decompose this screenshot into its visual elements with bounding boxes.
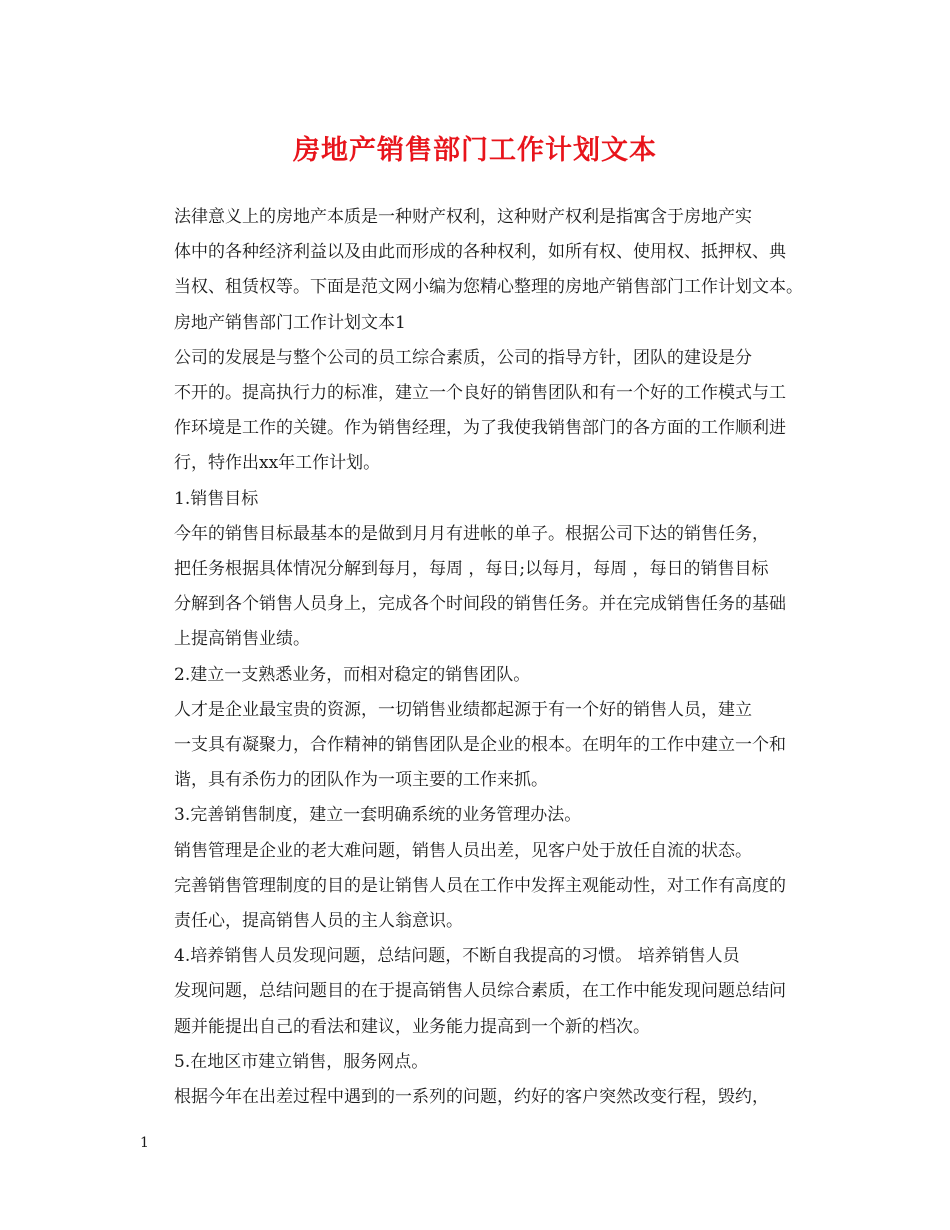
text-line: 当权、租赁权等。下面是范文网小编为您精心整理的房地产销售部门工作计划文本。 <box>174 277 803 298</box>
text-line: 5.在地区市建立销售，服务网点。 <box>174 1051 429 1072</box>
item-heading-3 <box>140 798 812 833</box>
text-line: 1.销售目标 <box>174 488 259 509</box>
item-heading-4 <box>140 939 812 1045</box>
text-line: 人才是企业最宝贵的资源，一切销售业绩都起源于有一个好的销售人员，建立 <box>174 699 752 720</box>
text-line: 把任务根据具体情况分解到每月，每周 ，每日;以每月，每周 ，每日的销售目标 <box>174 559 769 580</box>
text-line: 销售管理是企业的老大难问题，销售人员出差，见客户处于放任自流的状态。 <box>174 840 752 861</box>
text-line: 完善销售管理制度的目的是让销售人员在工作中发挥主观能动性，对工作有高度的 <box>174 875 786 896</box>
item-heading-1 <box>140 482 812 517</box>
paragraph-company-development <box>140 341 812 482</box>
text-line: 3.完善销售制度，建立一套明确系统的业务管理办法。 <box>174 805 582 826</box>
text-line: 发现问题，总结问题目的在于提高销售人员综合素质，在工作中能发现问题总结问 <box>174 981 786 1002</box>
text-line: 一支具有凝聚力，合作精神的销售团队是企业的根本。在明年的工作中建立一个和 <box>174 735 786 756</box>
text-line: 4.培养销售人员发现问题，总结问题，不断自我提高的习惯。 培养销售人员 <box>174 946 740 967</box>
text-line: 不开的。提高执行力的标准，建立一个良好的销售团队和有一个好的工作模式与工 <box>174 383 786 404</box>
paragraph-sales-team <box>140 693 812 799</box>
document-body <box>140 200 812 1115</box>
section-heading-plan-1 <box>140 306 812 341</box>
text-line: 上提高销售业绩。 <box>174 629 310 650</box>
text-line: 责任心，提高销售人员的主人翁意识。 <box>174 911 463 932</box>
text-line: 谐，具有杀伤力的团队作为一项主要的工作来抓。 <box>174 770 548 791</box>
text-line: 根据今年在出差过程中遇到的一系列的问题，约好的客户突然改变行程，毁约， <box>174 1087 769 1108</box>
text-line: 房地产销售部门工作计划文本1 <box>174 312 406 333</box>
paragraph-travel-issues <box>140 1080 812 1115</box>
item-heading-5 <box>140 1045 812 1080</box>
paragraph-intro <box>140 200 812 306</box>
text-line: 行，特作出xx年工作计划。 <box>174 453 381 474</box>
paragraph-sales-target <box>140 517 812 658</box>
text-line: 作环境是工作的关键。作为销售经理，为了我使我销售部门的各方面的工作顺利进 <box>174 418 786 439</box>
text-line: 今年的销售目标最基本的是做到月月有进帐的单子。根据公司下达的销售任务， <box>174 523 769 544</box>
page-number: 1 <box>140 1135 149 1151</box>
item-heading-2 <box>140 658 812 693</box>
text-line: 2.建立一支熟悉业务，而相对稳定的销售团队。 <box>174 664 531 685</box>
text-line: 分解到各个销售人员身上，完成各个时间段的销售任务。并在完成销售任务的基础 <box>174 594 786 615</box>
text-line: 公司的发展是与整个公司的员工综合素质，公司的指导方针，团队的建设是分 <box>174 347 752 368</box>
text-line: 体中的各种经济利益以及由此而形成的各种权利，如所有权、使用权、抵押权、典 <box>174 242 786 263</box>
document-title: 房地产销售部门工作计划文本 <box>293 135 657 166</box>
text-line: 法律意义上的房地产本质是一种财产权利，这种财产权利是指寓含于房地产实 <box>174 207 752 227</box>
text-line: 题并能提出自己的看法和建议，业务能力提高到一个新的档次。 <box>174 1016 650 1037</box>
paragraph-sales-management <box>140 834 812 940</box>
